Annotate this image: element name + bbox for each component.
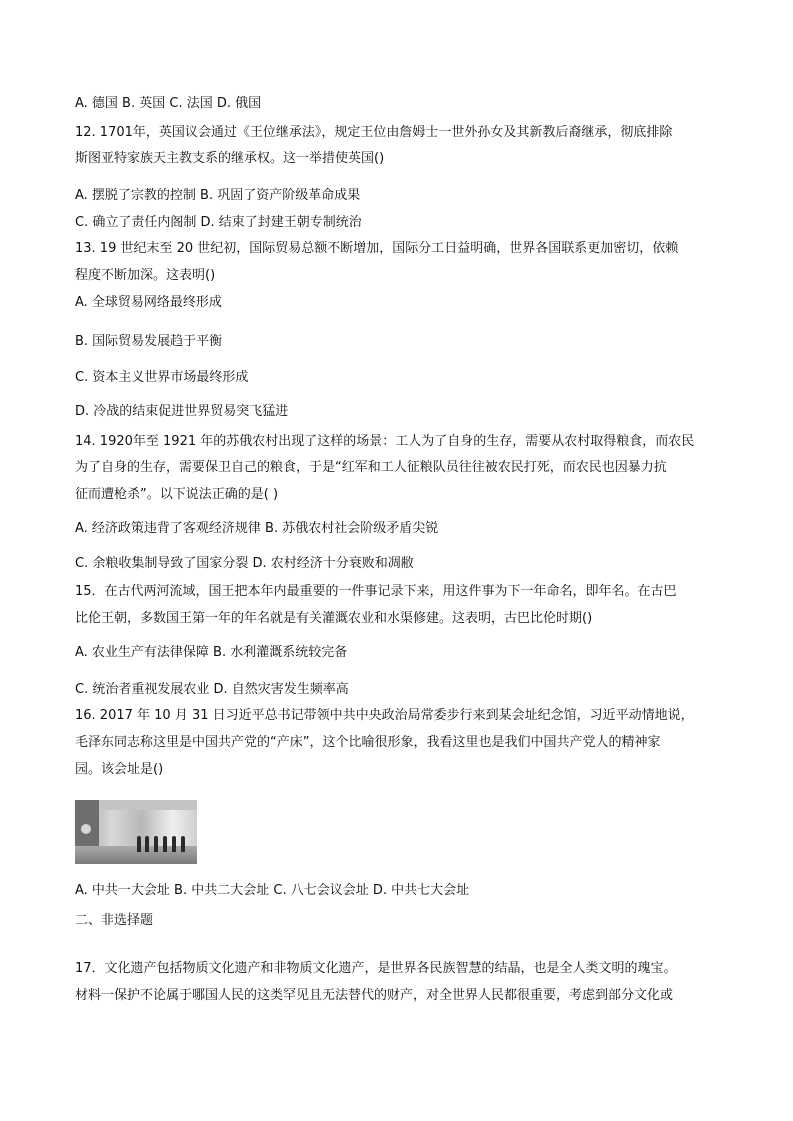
q15-stem-line2: 比伦王朝，多数国王第一年的年名就是有关灌溉农业和水渠修建。这表明，古巴比伦时期() — [75, 611, 593, 626]
q14-options-ab: A. 经济政策违背了客观经济规律 B. 苏俄农村社会阶级矛盾尖锐 — [75, 521, 439, 536]
q14-stem-line1: 14. 1920年至 1921 年的苏俄农村出现了这样的场景：工人为了自身的生存，需要从农村取得粮食，而农民 — [75, 434, 695, 449]
q16-stem-line1: 16. 2017 年 10 月 31 日习近平总书记带领中共中央政治局常委步行来到某会址纪念馆，习近平动情地说， — [75, 708, 694, 723]
q16-stem-line3: 园。该会址是() — [75, 762, 164, 777]
q12-stem-line2: 斯图亚特家族天主教支系的继承权。这一举措使英国() — [75, 151, 385, 166]
q13-option-d: D. 冷战的结束促进世界贸易突飞猛进 — [75, 404, 289, 419]
q12-options-cd: C. 确立了责任内阁制 D. 结束了封建王朝专制统治 — [75, 215, 362, 230]
q14-stem-line3: 征而遭枪杀”。以下说法正确的是( ) — [75, 487, 279, 502]
q17-stem-line1: 17．文化遗产包括物质文化遗产和非物质文化遗产，是世界各民族智慧的结晶，也是全人类文明的瑰宝。 — [75, 961, 677, 976]
q13-stem-line1: 13. 19 世纪末至 20 世纪初，国际贸易总额不断增加，国际分工日益明确，世界各国联系更加密切，依赖 — [75, 241, 679, 256]
meeting-site-photo — [75, 800, 197, 864]
q15-stem-line1: 15．在古代两河流域，国王把本年内最重要的一件事记录下来，用这件事为下一年命名，即年名。在古巴 — [75, 584, 677, 599]
q17-stem-line2: 材料一保护不论属于哪国人民的这类罕见且无法替代的财产，对全世界人民都很重要，考虑到部分文化或 — [75, 988, 674, 1003]
q15-options-ab: A. 农业生产有法律保障 B. 水利灌溉系统较完备 — [75, 645, 348, 660]
q15-options-cd: C. 统治者重视发展农业 D. 自然灾害发生频率高 — [75, 682, 349, 697]
q16-stem-line2: 毛泽东同志称这里是中国共产党的“产床”，这个比喻很形象，我看这里也是我们中国共产党人的精神家 — [75, 735, 661, 750]
q16-options: A. 中共一大会址 B. 中共二大会址 C. 八七会议会址 D. 中共七大会址 — [75, 883, 470, 898]
q14-options-cd: C. 余粮收集制导致了国家分裂 D. 农村经济十分衰败和凋敝 — [75, 556, 414, 571]
q14-stem-line2: 为了自身的生存，需要保卫自己的粮食，于是“红军和工人征粮队员往往被农民打死，而农民也因暴力抗 — [75, 460, 667, 475]
q13-stem-line2: 程度不断加深。这表明() — [75, 268, 216, 283]
q13-option-c: C. 资本主义世界市场最终形成 — [75, 370, 249, 385]
q13-option-b: B. 国际贸易发展趋于平衡 — [75, 334, 223, 349]
q13-option-a: A. 全球贸易网络最终形成 — [75, 295, 222, 310]
q12-options-ab: A. 摆脱了宗教的控制 B. 巩固了资产阶级革命成果 — [75, 188, 361, 203]
q11-options: A. 德国 B. 英国 C. 法国 D. 俄国 — [75, 96, 262, 111]
q12-stem-line1: 12. 1701年，英国议会通过《王位继承法》，规定王位由詹姆士一世外孙女及其新教后裔继承，彻底排除 — [75, 125, 673, 140]
section-title: 二、非选择题 — [75, 913, 154, 928]
